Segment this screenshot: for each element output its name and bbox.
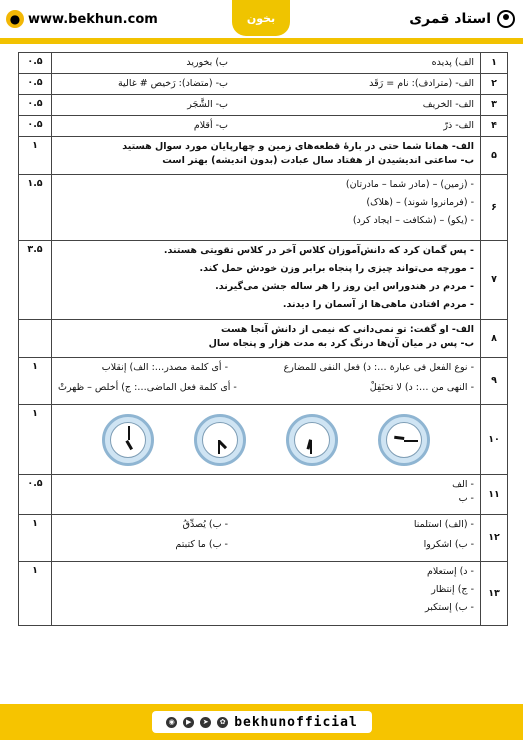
answer-content — [52, 515, 481, 562]
answer-line: - پس گمان کرد که دانش‌آموزان کلاس آخر در کلاس تقویتی هستند. — [163, 245, 474, 256]
score-cell: ۰.۵ — [19, 53, 52, 74]
answer-content — [52, 358, 481, 405]
table-row — [19, 241, 508, 320]
answer-part-right: - ب) اشکروا — [423, 539, 474, 550]
answer-content — [52, 175, 481, 241]
score-cell: ۰.۵ — [19, 116, 52, 137]
site-url: www.bekhun.com — [28, 11, 158, 27]
social-handle-text: bekhunofficial — [234, 714, 358, 730]
clock-icon — [378, 414, 430, 466]
score-cell: ۱.۵ — [19, 175, 52, 241]
clock-icon — [194, 414, 246, 466]
answer-line: - (یکو) – (شکافت – ایجاد کرد) — [352, 215, 474, 226]
answer-line-pair — [58, 98, 474, 112]
question-number: ۱۳ — [481, 562, 508, 626]
answer-line-pair — [58, 518, 474, 532]
answer-part-right: الف- ذرّ — [443, 120, 474, 131]
answer-line: - د) إستعلام — [426, 566, 474, 577]
answer-content — [52, 74, 481, 95]
question-number: ۵ — [481, 137, 508, 175]
question-number: ۹ — [481, 358, 508, 405]
table-row — [19, 74, 508, 95]
answer-line: - (زمین) – (مادر شما – مادرتان) — [345, 179, 474, 190]
hour-hand — [125, 440, 133, 450]
answer-part-left: ب- (متضاد): رَخیص # غالیة — [117, 78, 228, 89]
question-number: ۷ — [481, 241, 508, 320]
question-number: ۴ — [481, 116, 508, 137]
answer-part-right: - النهی من …: د) لا تحتَفِلْ — [369, 382, 474, 393]
answer-line-pair — [58, 381, 474, 395]
globe-icon: ● — [6, 10, 24, 28]
answer-line-pair — [58, 119, 474, 133]
header — [0, 0, 523, 38]
table-row — [19, 175, 508, 241]
answer-line: ب- ساعتی اندیشیدن از هفتاد سال عبادت (بدون اندیشه) بهتر است — [162, 155, 474, 166]
answer-line: الف- همانا شما حتی در بارهٔ قطعه‌های زمین و چهارپایان مورد سوال هستید — [122, 141, 474, 152]
score-cell: ۰.۵ — [19, 95, 52, 116]
score-cell: ۱ — [19, 137, 52, 175]
table-row — [19, 53, 508, 74]
clock-face — [294, 422, 330, 458]
question-number: ۸ — [481, 320, 508, 358]
clock-face — [202, 422, 238, 458]
answer-line: - ب — [458, 493, 474, 504]
answer-part-left: ب) بخورید — [186, 57, 228, 68]
question-number: ۱۲ — [481, 515, 508, 562]
answer-line-pair — [58, 361, 474, 375]
answer-content — [52, 320, 481, 358]
question-number: ۱۰ — [481, 405, 508, 475]
header-divider — [0, 38, 523, 44]
minute-hand — [310, 440, 312, 454]
table-row — [19, 137, 508, 175]
clock-icon — [102, 414, 154, 466]
answer-part-right: - نوع الفعل فی عبارة …: د) فعل النفی للمضارع — [283, 362, 474, 373]
page-title: استاد قمری — [409, 11, 491, 27]
table-row — [19, 320, 508, 358]
answer-part-left: ب- أقلام — [193, 120, 228, 131]
answer-content — [52, 562, 481, 626]
answer-part-left: - ب) ما کتبتم — [175, 539, 228, 550]
answer-line: - مورچه می‌تواند چیزی را پنجاه برابر وزن خودش حمل کند. — [199, 263, 474, 274]
score-cell: ۱ — [19, 562, 52, 626]
table-row — [19, 515, 508, 562]
score-cell: ۰.۵ — [19, 74, 52, 95]
user-icon — [497, 10, 515, 28]
clock-icon — [286, 414, 338, 466]
bekhun-logo: بخون — [232, 0, 290, 36]
hour-hand — [394, 436, 404, 440]
clock-face — [386, 422, 422, 458]
score-cell — [19, 320, 52, 358]
score-cell: ۱ — [19, 358, 52, 405]
answer-line: - الف — [452, 479, 474, 490]
answer-line-pair — [58, 538, 474, 552]
question-number: ۶ — [481, 175, 508, 241]
answer-part-right: - (الف) استلمنا — [413, 519, 474, 530]
minute-hand — [128, 426, 130, 440]
minute-hand — [404, 440, 418, 442]
table-row — [19, 358, 508, 405]
answer-line: الف- او گفت: تو نمی‌دانی که نیمی از دانش آنجا هست — [220, 324, 474, 335]
table-row — [19, 475, 508, 515]
youtube-icon: ▶ — [183, 717, 194, 728]
answer-content — [52, 53, 481, 74]
instagram-icon: ◉ — [166, 717, 177, 728]
answer-line: - ج) إنتظار — [431, 584, 474, 595]
table-row — [19, 405, 508, 475]
answer-part-left: - أی کلمة مصدر…: الف) إنقلاب — [101, 362, 228, 373]
clock-face — [110, 422, 146, 458]
answer-part-right: الف- الخریف — [422, 99, 474, 110]
answer-content — [52, 405, 481, 475]
answer-part-left: - أی کلمة فعل الماضی…: ج) أخلص – ظهرتْ — [58, 382, 237, 393]
answer-line: - (فرمانروا شوند) – (هلاک) — [366, 197, 474, 208]
answer-line: - ب) إستکبر — [425, 602, 474, 613]
telegram-icon: ➤ — [200, 717, 211, 728]
table-row — [19, 95, 508, 116]
aparat-icon: ✿ — [217, 717, 228, 728]
answer-line: - مردم در هندوراس این روز را هر ساله جشن می‌گیرند. — [215, 281, 474, 292]
answer-content — [52, 95, 481, 116]
answer-line: ب- پس در میان آن‌ها درنگ کرد به مدت هزار و پنجاه سال — [208, 338, 474, 349]
score-cell: ۱ — [19, 405, 52, 475]
footer — [0, 704, 523, 740]
score-cell: ۳.۵ — [19, 241, 52, 320]
answer-content — [52, 475, 481, 515]
answer-table — [18, 52, 508, 626]
question-number: ۱۱ — [481, 475, 508, 515]
question-number: ۳ — [481, 95, 508, 116]
answer-content — [52, 241, 481, 320]
question-number: ۲ — [481, 74, 508, 95]
answer-part-right: الف) پدیده — [431, 57, 474, 68]
answer-line-pair — [58, 56, 474, 70]
answer-line: - مردم افتادن ماهی‌ها از آسمان را دیدند. — [282, 299, 474, 310]
teacher-badge — [409, 8, 515, 30]
minute-hand — [218, 440, 220, 454]
answer-line-pair — [58, 77, 474, 91]
site-link[interactable] — [6, 8, 196, 30]
table-row — [19, 116, 508, 137]
answer-content — [52, 116, 481, 137]
answer-part-right: الف- (مترادف): نام = رَقَد — [369, 78, 474, 89]
clock-row — [58, 408, 474, 470]
answer-part-left: ب- الشَّجَر — [187, 99, 228, 110]
answer-content — [52, 137, 481, 175]
social-handle[interactable] — [152, 711, 372, 733]
score-cell: ۰.۵ — [19, 475, 52, 515]
answer-part-left: - ب) یُصدِّقُ — [182, 519, 228, 530]
score-cell: ۱ — [19, 515, 52, 562]
question-number: ۱ — [481, 53, 508, 74]
table-row — [19, 562, 508, 626]
